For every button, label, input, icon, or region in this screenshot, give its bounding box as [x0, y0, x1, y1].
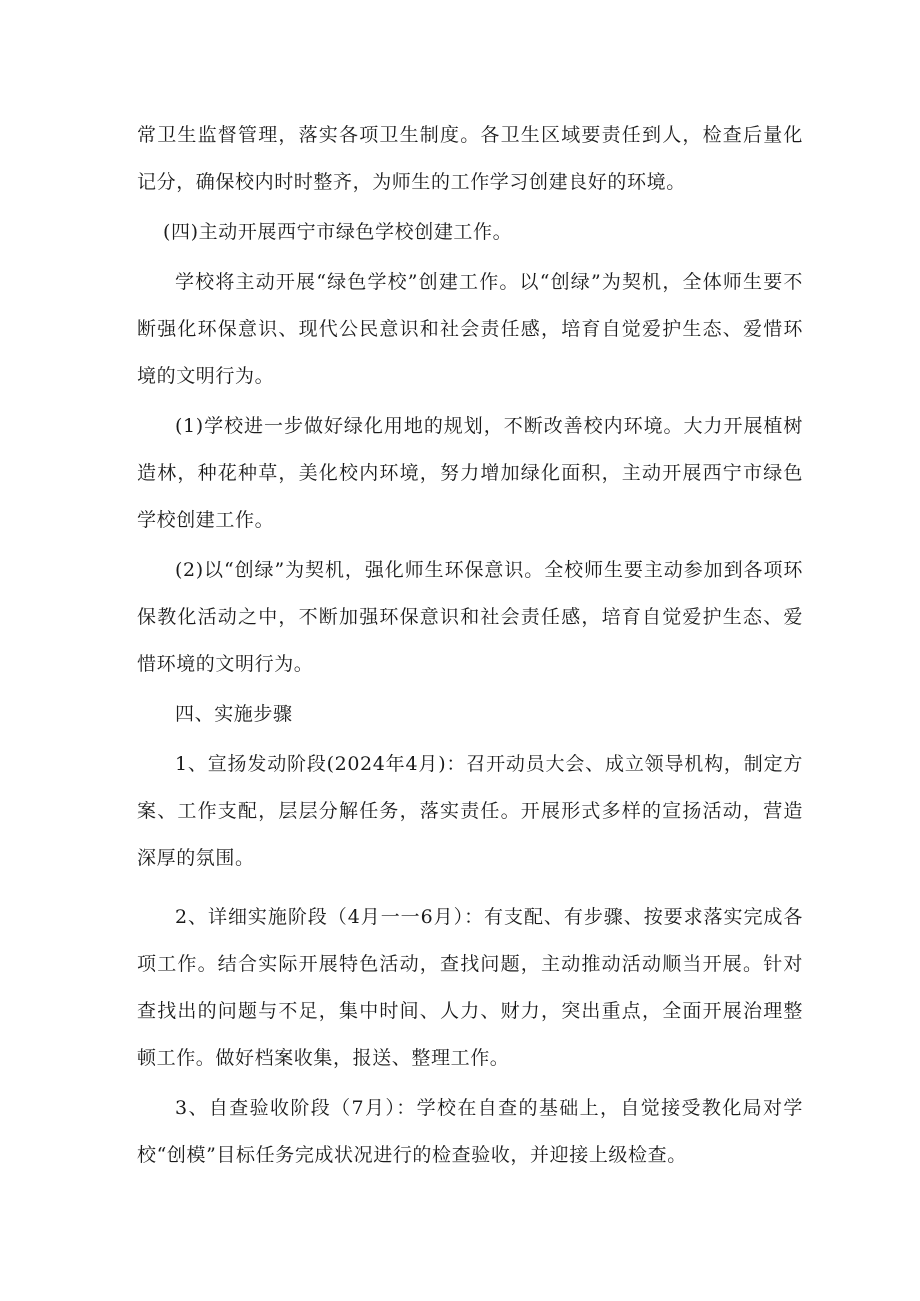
paragraph-item-2: (2)以“创绿”为契机，强化师生环保意识。全校师生要主动参加到各项环保教化活动之中，不断加强环保意识和社会责任感，培育自觉爱护生态、爱惜环境的文明行为。: [137, 559, 803, 675]
paragraph-step-3: 3、自查验收阶段（7月）：学校在自查的基础上，自觉接受教化局对学校“创模”目标任务完成状况进行的检查验收，并迎接上级检查。: [137, 1097, 803, 1166]
document-body: [137, 112, 803, 1179]
section-heading-implementation: 四、实施步骤: [175, 703, 293, 725]
paragraph-step-1: 1、宣扬发动阶段(2024年4月)：召开动员大会、成立领导机构，制定方案、工作支配，层层分解任务，落实责任。开展形式多样的宣扬活动，营造深厚的氛围。: [137, 753, 803, 869]
paragraph-item-1: (1)学校进一步做好绿化用地的规划，不断改善校内环境。大力开展植树造林，种花种草，美化校内环境，努力增加绿化面积，主动开展西宁市绿色学校创建工作。: [137, 415, 803, 531]
paragraph-step-2: 2、详细实施阶段（4月一一6月）：有支配、有步骤、按要求落实完成各项工作。结合实际开展特色活动，查找问题，主动推动活动顺当开展。针对查找出的问题与不足，集中时间、人力、财力，突出重点，全面开展治理整顿工作。做好档案收集，报送、整理工作。: [137, 906, 803, 1069]
paragraph-green-school-intro: 学校将主动开展“绿色学校”创建工作。以“创绿”为契机，全体师生要不断强化环保意识、现代公民意识和社会责任感，培育自觉爱护生态、爱惜环境的文明行为。: [137, 271, 803, 387]
section-heading-green-school: (四)主动开展西宁市绿色学校创建工作。: [163, 221, 513, 243]
paragraph-hygiene-continued: 常卫生监督管理，落实各项卫生制度。各卫生区域要责任到人，检查后量化记分，确保校内时时整齐，为师生的工作学习创建良好的环境。: [137, 124, 803, 193]
